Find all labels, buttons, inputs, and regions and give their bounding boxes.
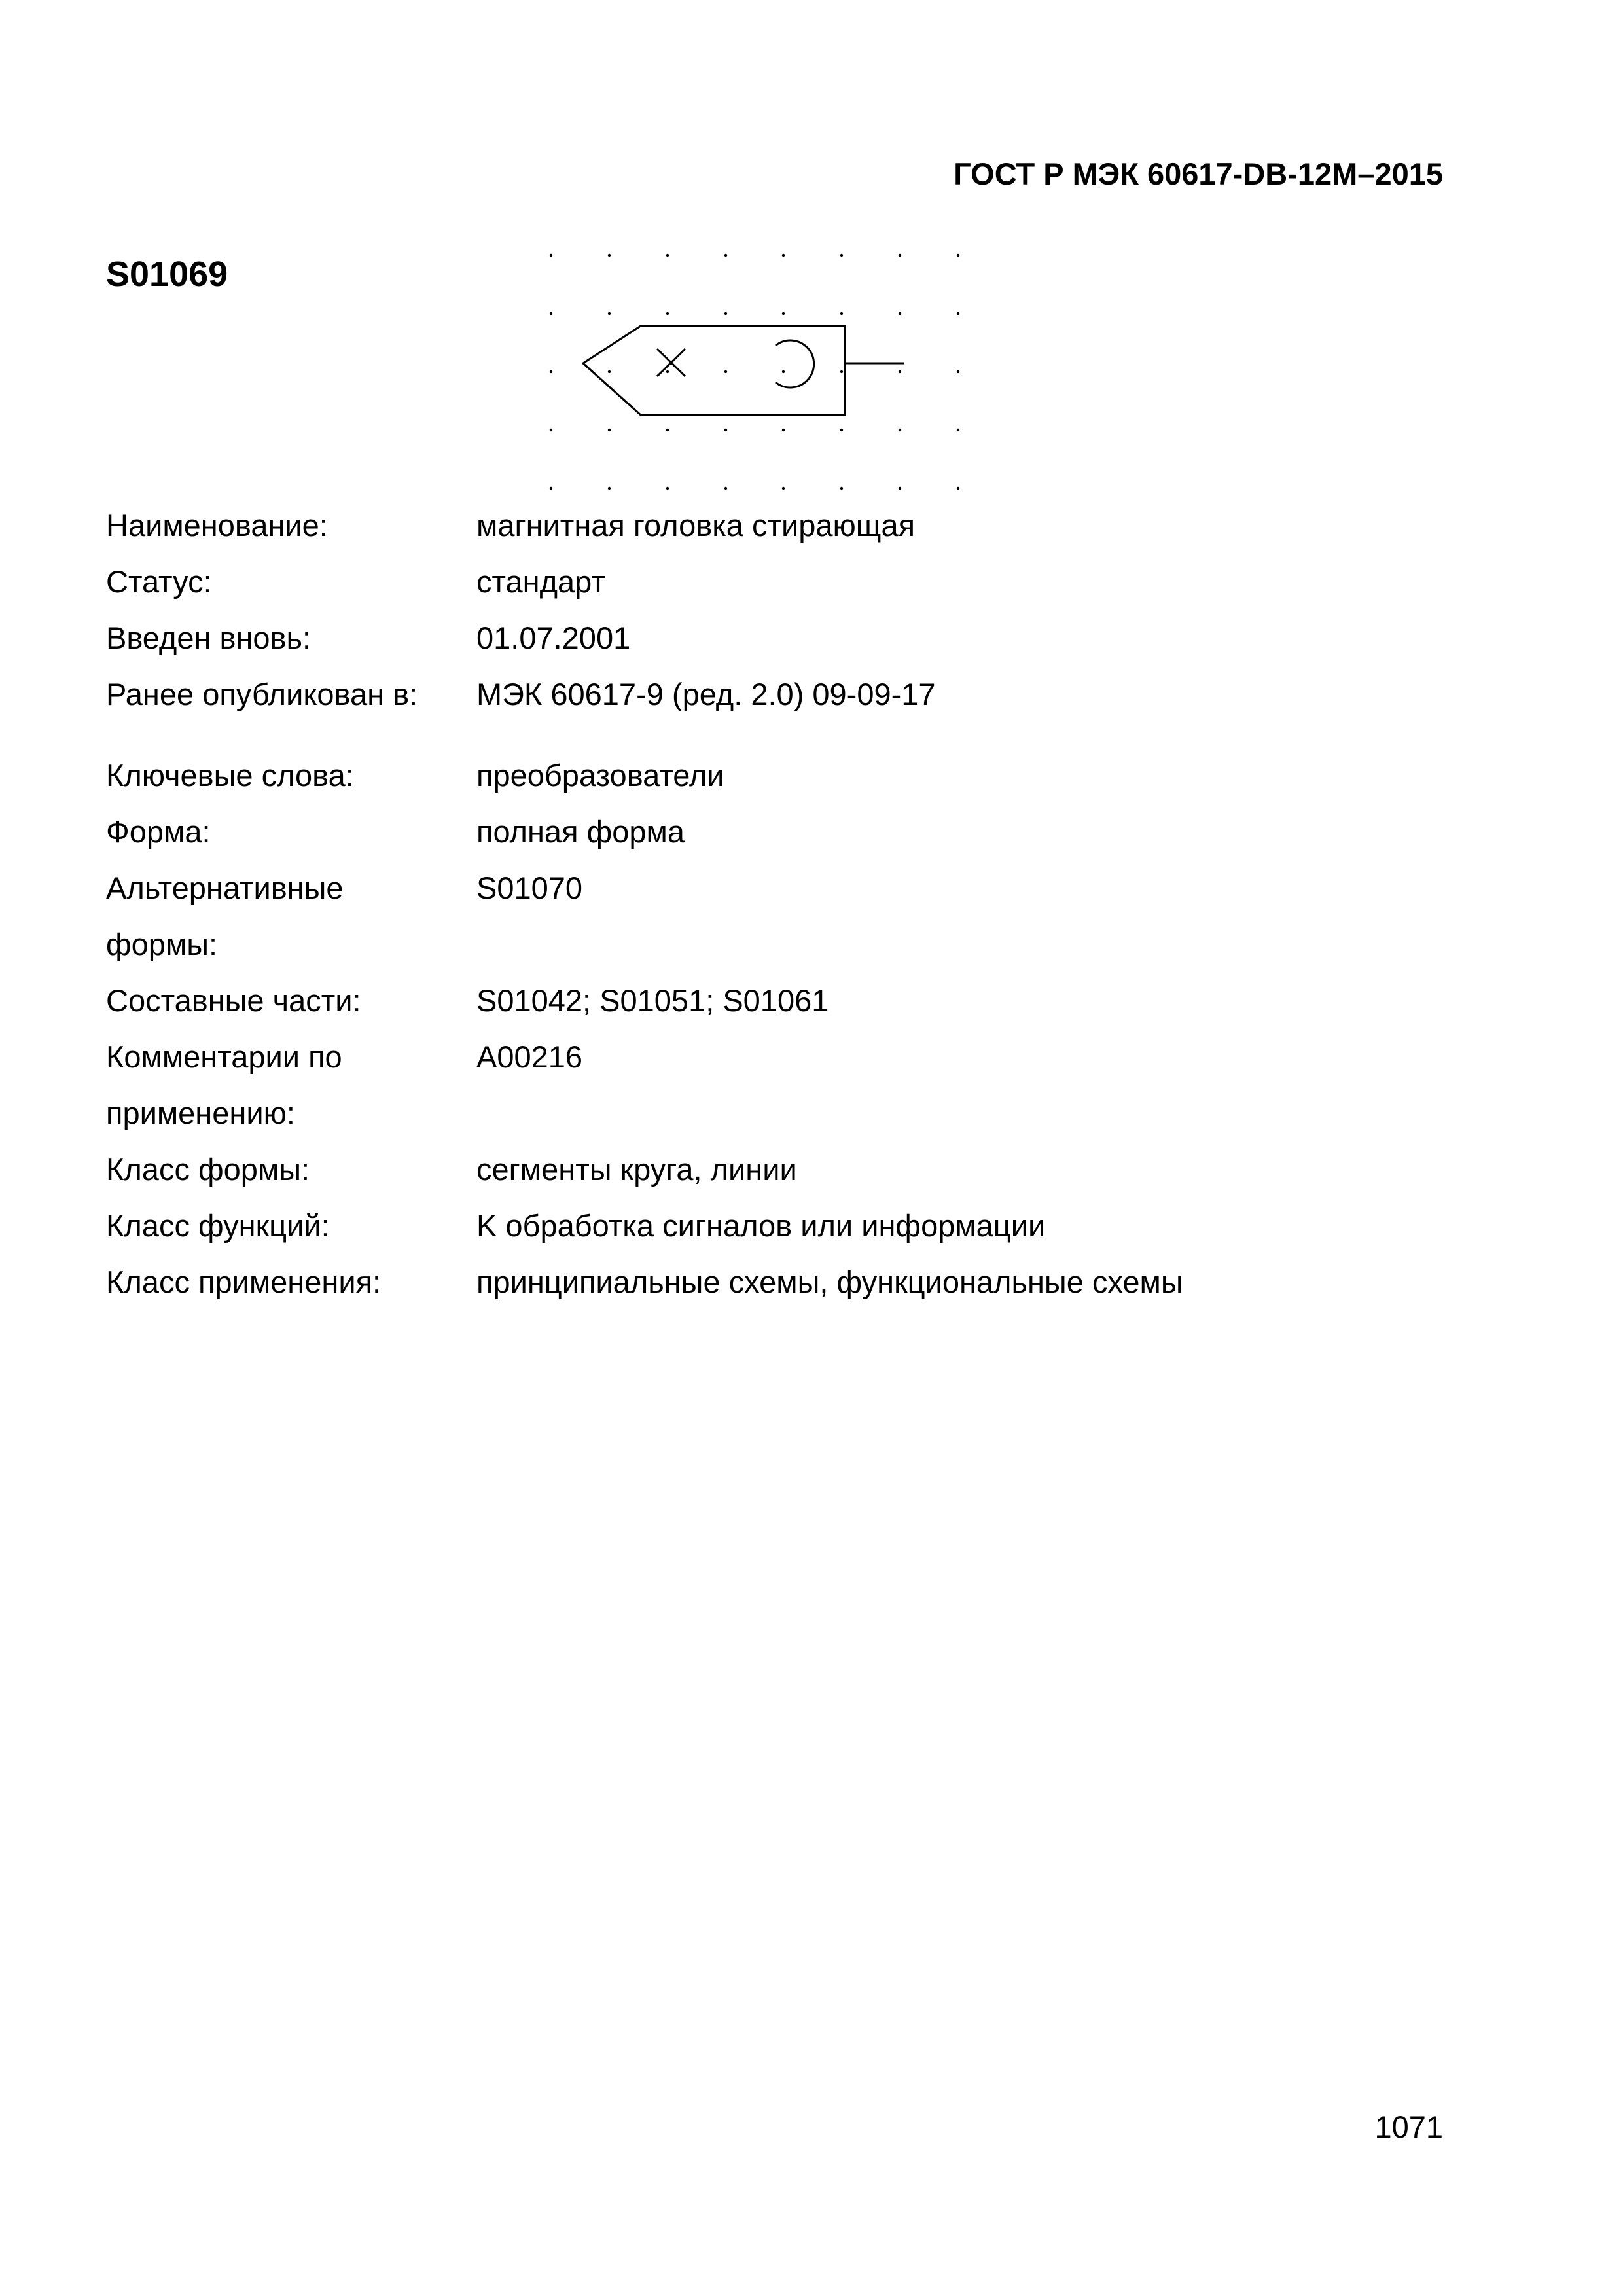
erasing-magnetic-head-symbol-icon bbox=[543, 247, 988, 496]
property-value: преобразователи bbox=[476, 758, 724, 793]
grid-dot bbox=[840, 312, 843, 315]
property-label: Статус: bbox=[106, 564, 212, 599]
property-label: Комментарии по bbox=[106, 1039, 342, 1074]
properties-table bbox=[106, 497, 1349, 1310]
grid-dot bbox=[957, 370, 959, 373]
grid-dot bbox=[899, 312, 901, 315]
grid-dot bbox=[666, 254, 669, 257]
property-value bbox=[476, 1085, 1349, 1141]
property-label: Класс функций: bbox=[106, 1208, 330, 1243]
grid-dot bbox=[899, 429, 901, 431]
property-value: магнитная головка стирающая bbox=[476, 508, 916, 543]
grid-dot bbox=[782, 487, 785, 490]
property-value: принципиальные схемы, функциональные схемы bbox=[476, 1265, 1183, 1299]
property-row bbox=[106, 666, 1349, 723]
standard-header: ГОСТ Р МЭК 60617-DB-12M–2015 bbox=[954, 156, 1443, 191]
grid-dot bbox=[840, 370, 843, 373]
property-value: A00216 bbox=[476, 1039, 583, 1074]
property-value: K обработка сигналов или информации bbox=[476, 1208, 1046, 1243]
grid-dot bbox=[608, 254, 611, 257]
property-row bbox=[106, 610, 1349, 666]
property-value: стандарт bbox=[476, 564, 605, 599]
grid-dot bbox=[608, 429, 611, 431]
grid-dot bbox=[724, 487, 727, 490]
grid-dot bbox=[550, 254, 552, 257]
grid-dot bbox=[724, 312, 727, 315]
property-row bbox=[106, 1029, 1349, 1085]
property-row bbox=[106, 554, 1349, 610]
property-value: МЭК 60617-9 (ред. 2.0) 09-09-17 bbox=[476, 677, 936, 711]
property-label: Составные части: bbox=[106, 983, 361, 1018]
grid-dot bbox=[666, 312, 669, 315]
grid-dot bbox=[724, 254, 727, 257]
property-row bbox=[106, 1254, 1349, 1310]
property-label: применению: bbox=[106, 1096, 295, 1130]
grid-dot bbox=[840, 429, 843, 431]
property-label: Ранее опубликован в: bbox=[106, 677, 418, 711]
property-value bbox=[476, 916, 1349, 973]
symbol-id: S01069 bbox=[106, 255, 228, 294]
grid-dot bbox=[724, 429, 727, 431]
grid-dot bbox=[550, 370, 552, 373]
grid-dot bbox=[957, 487, 959, 490]
grid-dot bbox=[899, 487, 901, 490]
grid-dot bbox=[550, 312, 552, 315]
grid-dot bbox=[957, 254, 959, 257]
property-row bbox=[106, 860, 1349, 916]
property-value: 01.07.2001 bbox=[476, 620, 631, 655]
head-outline bbox=[583, 326, 845, 415]
property-value: S01042; S01051; S01061 bbox=[476, 983, 829, 1018]
grid-dot bbox=[666, 370, 669, 373]
property-label: Форма: bbox=[106, 814, 211, 849]
property-label: Класс формы: bbox=[106, 1152, 310, 1187]
property-label: формы: bbox=[106, 927, 218, 961]
grid-dot bbox=[840, 487, 843, 490]
property-row bbox=[106, 804, 1349, 860]
grid-dot bbox=[666, 429, 669, 431]
property-label: Класс применения: bbox=[106, 1265, 382, 1299]
arc-segment bbox=[776, 340, 814, 387]
property-row bbox=[106, 1085, 1349, 1141]
page-number: 1071 bbox=[1374, 2109, 1443, 2144]
grid-dot bbox=[957, 312, 959, 315]
grid-dot bbox=[899, 370, 901, 373]
property-label: Ключевые слова: bbox=[106, 758, 354, 793]
property-row bbox=[106, 1141, 1349, 1198]
grid-dot bbox=[782, 429, 785, 431]
grid-dot bbox=[550, 429, 552, 431]
grid-dot bbox=[608, 312, 611, 315]
property-value: S01070 bbox=[476, 870, 583, 905]
property-value: полная форма bbox=[476, 814, 685, 849]
grid-dot bbox=[608, 370, 611, 373]
property-value: сегменты круга, линии bbox=[476, 1152, 797, 1187]
property-label: Введен вновь: bbox=[106, 620, 312, 655]
property-row bbox=[106, 973, 1349, 1029]
grid-dot bbox=[724, 370, 727, 373]
grid-dot bbox=[550, 487, 552, 490]
grid-dot bbox=[957, 429, 959, 431]
property-row bbox=[106, 747, 1349, 804]
grid-dots bbox=[550, 254, 959, 490]
property-row bbox=[106, 1198, 1349, 1254]
grid-dot bbox=[782, 312, 785, 315]
grid-dot bbox=[899, 254, 901, 257]
grid-dot bbox=[608, 487, 611, 490]
grid-dot bbox=[666, 487, 669, 490]
property-row bbox=[106, 497, 1349, 554]
property-label: Альтернативные bbox=[106, 870, 344, 905]
property-row bbox=[106, 916, 1349, 973]
grid-dot bbox=[782, 254, 785, 257]
grid-dot bbox=[840, 254, 843, 257]
property-label: Наименование: bbox=[106, 508, 328, 543]
grid-dot bbox=[782, 370, 785, 373]
